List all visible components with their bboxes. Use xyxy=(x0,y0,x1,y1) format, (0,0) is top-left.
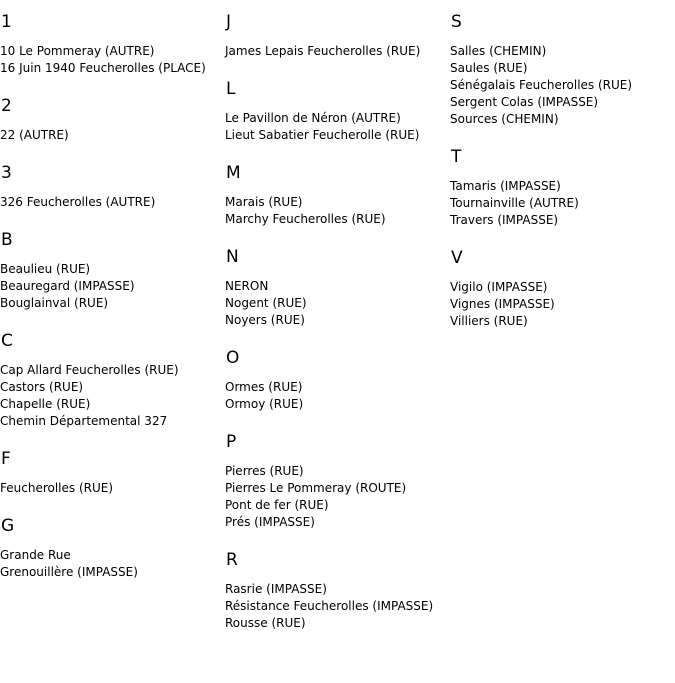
street-link[interactable]: Villiers (RUE) xyxy=(450,314,528,328)
street-link[interactable]: Salles (CHEMIN) xyxy=(450,44,547,58)
letter-heading: R xyxy=(226,550,238,570)
letter-group xyxy=(0,329,225,430)
street-list xyxy=(225,110,450,144)
street-link[interactable]: Résistance Feucherolles (IMPASSE) xyxy=(225,599,434,613)
street-link[interactable]: Sergent Colas (IMPASSE) xyxy=(450,95,599,109)
street-link[interactable]: James Lepais Feucherolles (RUE) xyxy=(225,44,421,58)
street-list xyxy=(0,480,225,497)
letter-group xyxy=(450,10,675,128)
street-link[interactable]: Castors (RUE) xyxy=(0,380,84,394)
street-index-column-3 xyxy=(450,10,675,347)
letter-heading: V xyxy=(451,248,463,268)
letter-group xyxy=(0,10,225,77)
street-index-column-2 xyxy=(225,10,450,649)
letter-group xyxy=(0,161,225,211)
street-list xyxy=(225,463,450,531)
letter-group xyxy=(0,228,225,312)
letter-heading: M xyxy=(226,163,241,183)
letter-heading: B xyxy=(1,230,13,250)
street-link[interactable]: Marchy Feucherolles (RUE) xyxy=(225,212,386,226)
letter-group xyxy=(225,10,450,60)
street-link[interactable]: Sources (CHEMIN) xyxy=(450,112,559,126)
street-link[interactable]: Vigilo (IMPASSE) xyxy=(450,280,548,294)
street-link[interactable]: 16 Juin 1940 Feucherolles (PLACE) xyxy=(0,61,206,75)
street-link[interactable]: Ormoy (RUE) xyxy=(225,397,304,411)
street-link[interactable]: Pierres (RUE) xyxy=(225,464,304,478)
street-link[interactable]: Chemin Départemental 327 xyxy=(0,414,168,428)
street-link[interactable]: Grande Rue xyxy=(0,548,71,562)
street-link[interactable]: NERON xyxy=(225,279,269,293)
street-link[interactable]: Beauregard (IMPASSE) xyxy=(0,279,135,293)
street-link[interactable]: Le Pavillon de Néron (AUTRE) xyxy=(225,111,401,125)
letter-group xyxy=(0,94,225,144)
street-list xyxy=(225,43,450,60)
street-list xyxy=(0,261,225,312)
street-link[interactable]: Lieut Sabatier Feucherolle (RUE) xyxy=(225,128,420,142)
street-link[interactable]: 10 Le Pommeray (AUTRE) xyxy=(0,44,155,58)
street-link[interactable]: Tamaris (IMPASSE) xyxy=(450,179,561,193)
street-link[interactable]: Pont de fer (RUE) xyxy=(225,498,329,512)
street-link[interactable]: Saules (RUE) xyxy=(450,61,528,75)
letter-heading: J xyxy=(226,12,232,32)
letter-heading: S xyxy=(451,12,462,32)
letter-group xyxy=(225,346,450,413)
street-link[interactable]: Sénégalais Feucherolles (RUE) xyxy=(450,78,633,92)
street-link[interactable]: Travers (IMPASSE) xyxy=(450,213,559,227)
street-link[interactable]: Feucherolles (RUE) xyxy=(0,481,114,495)
letter-group xyxy=(225,548,450,632)
street-link[interactable]: 326 Feucherolles (AUTRE) xyxy=(0,195,156,209)
street-list xyxy=(0,43,225,77)
letter-group xyxy=(0,514,225,581)
street-list xyxy=(0,127,225,144)
street-list xyxy=(225,581,450,632)
letter-heading: N xyxy=(226,247,239,267)
street-link[interactable]: Vignes (IMPASSE) xyxy=(450,297,555,311)
street-link[interactable]: Rasrie (IMPASSE) xyxy=(225,582,327,596)
letter-heading: 2 xyxy=(1,96,12,116)
street-link[interactable]: Marais (RUE) xyxy=(225,195,303,209)
letter-group xyxy=(225,430,450,531)
letter-heading: F xyxy=(1,449,11,469)
street-link[interactable]: Chapelle (RUE) xyxy=(0,397,91,411)
street-list xyxy=(450,43,675,128)
street-link[interactable]: 22 (AUTRE) xyxy=(0,128,69,142)
street-list xyxy=(225,379,450,413)
letter-group xyxy=(450,145,675,229)
letter-heading: T xyxy=(451,147,462,167)
letter-heading: P xyxy=(226,432,237,452)
letter-group xyxy=(225,245,450,329)
street-list xyxy=(0,362,225,430)
letter-heading: 3 xyxy=(1,163,12,183)
street-link[interactable]: Bouglainval (RUE) xyxy=(0,296,109,310)
street-link[interactable]: Pierres Le Pommeray (ROUTE) xyxy=(225,481,407,495)
street-link[interactable]: Nogent (RUE) xyxy=(225,296,307,310)
letter-group xyxy=(225,161,450,228)
street-list xyxy=(225,194,450,228)
letter-heading: O xyxy=(226,348,240,368)
street-link[interactable]: Prés (IMPASSE) xyxy=(225,515,315,529)
street-link[interactable]: Noyers (RUE) xyxy=(225,313,305,327)
letter-heading: G xyxy=(1,516,15,536)
street-list xyxy=(450,178,675,229)
letter-group xyxy=(225,77,450,144)
street-link[interactable]: Ormes (RUE) xyxy=(225,380,303,394)
letter-group xyxy=(450,246,675,330)
street-index-column-1 xyxy=(0,10,225,598)
letter-heading: 1 xyxy=(1,12,12,32)
street-link[interactable]: Beaulieu (RUE) xyxy=(0,262,91,276)
street-list xyxy=(225,278,450,329)
street-list xyxy=(0,194,225,211)
letter-heading: C xyxy=(1,331,13,351)
street-link[interactable]: Grenouillère (IMPASSE) xyxy=(0,565,138,579)
street-link[interactable]: Cap Allard Feucherolles (RUE) xyxy=(0,363,179,377)
street-list xyxy=(450,279,675,330)
street-list xyxy=(0,547,225,581)
letter-heading: L xyxy=(226,79,236,99)
street-link[interactable]: Rousse (RUE) xyxy=(225,616,306,630)
street-link[interactable]: Tournainville (AUTRE) xyxy=(450,196,579,210)
letter-group xyxy=(0,447,225,497)
